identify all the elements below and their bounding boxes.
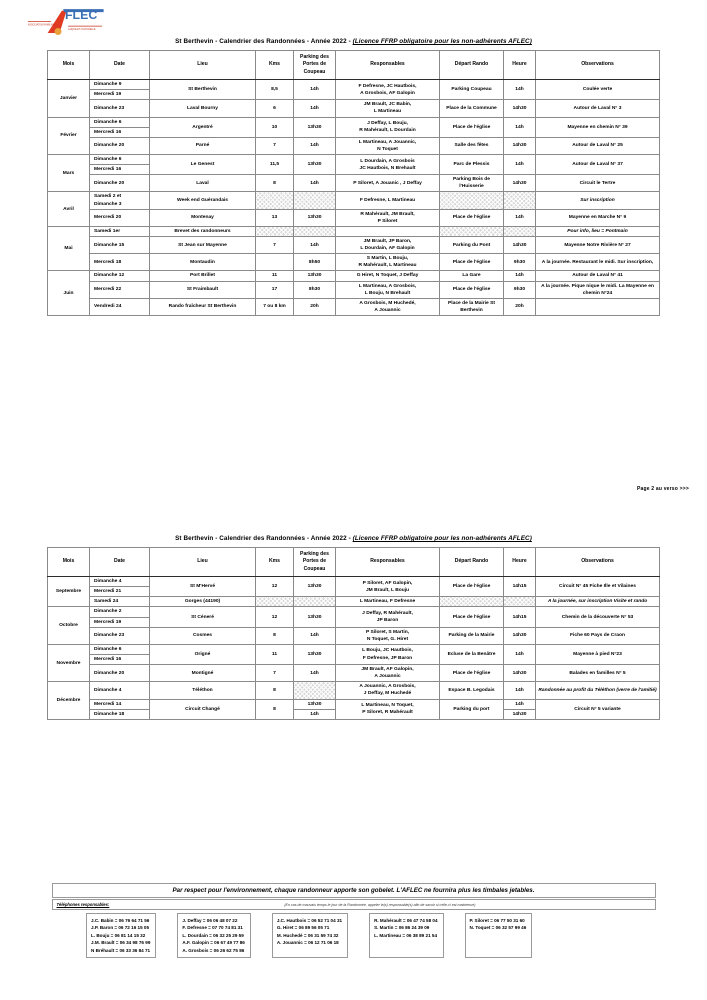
parking-cell	[294, 597, 336, 607]
depart-cell: Place de l'église	[440, 607, 504, 627]
lieu-cell: Argentré	[150, 117, 256, 137]
table-row	[48, 137, 660, 154]
col-header-8: Observations	[536, 548, 660, 577]
lieu-cell: St Fraimbault	[150, 281, 256, 298]
responsables-cell: P Siloret, A Jouanic , J Deffay	[336, 175, 440, 192]
observations-cell: A la journée. Restaurant le midi. Sur inscription,	[536, 254, 660, 271]
phone-entry: J.M. Brault = 06 34 98 76 99	[91, 940, 151, 946]
responsables-cell: L Martineau, A Jouannic, N Toquet	[336, 137, 440, 154]
date-cell: Dimanche 20	[90, 175, 150, 192]
kms-cell: 12	[256, 607, 294, 627]
heure-cell: 14h30	[504, 137, 536, 154]
depart-cell	[440, 597, 504, 607]
col-header-3: Kms	[256, 51, 294, 80]
lieu-cell: Laval	[150, 175, 256, 192]
lieu-cell: St Berthevin	[150, 80, 256, 100]
observations-cell: Coulée verte	[536, 80, 660, 100]
depart-cell: Place de l'église	[440, 254, 504, 271]
heure-cell: 14h	[504, 682, 536, 699]
date-cell: Dimanche 6	[90, 155, 150, 165]
responsables-cell: P Siloret, S Martin, N Toquet, G. Hiret	[336, 627, 440, 644]
date-cell: Mercredi 20	[90, 209, 150, 226]
calendar-table-1	[47, 50, 660, 316]
aflec-logo-svg	[26, 6, 104, 40]
heure-cell	[504, 597, 536, 607]
kms-cell: 11,5	[256, 155, 294, 175]
month-cell-octobre: Octobre	[48, 607, 90, 644]
observations-cell: Autour de Laval N° 3	[536, 100, 660, 117]
lieu-cell: Circuit Changé	[150, 699, 256, 719]
month-cell-janvier: Janvier	[48, 80, 90, 117]
parking-cell	[294, 192, 336, 209]
table-row	[48, 100, 660, 117]
heure-cell: 14h	[504, 644, 536, 664]
month-cell-septembre: Septembre	[48, 577, 90, 607]
parking-cell: 13h30	[294, 644, 336, 664]
date-cell: Mercredi 14	[90, 699, 150, 709]
observations-cell: Mayenne en chemin N° 39	[536, 117, 660, 137]
responsables-cell: L Martineau, N Toquet, P Siloret, R Mahérault	[336, 699, 440, 719]
kms-cell	[256, 254, 294, 271]
heure-cell: 14h30	[504, 665, 536, 682]
lieu-cell: St Jean sur Mayenne	[150, 236, 256, 253]
kms-cell: 11	[256, 271, 294, 281]
date-cell: Dimanche 20	[90, 665, 150, 682]
page-2-title-plain: St Berthevin - Calendrier des Randonnées - Année 2022 -	[175, 535, 353, 542]
kms-cell: 7	[256, 137, 294, 154]
responsables-cell: JM Brault, JC Babin, L Martineau	[336, 100, 440, 117]
phone-entry: L. Martineau = 06 38 89 21 54	[374, 932, 438, 938]
phone-list	[0, 913, 707, 958]
phone-entry: J.P. Baron = 06 72 16 15 05	[91, 925, 150, 931]
depart-cell: Salle des fêtes	[440, 137, 504, 154]
heure-cell: 14h30	[504, 236, 536, 253]
heure-cell: 9h30	[504, 281, 536, 298]
col-header-6: Départ Rando	[440, 548, 504, 577]
depart-cell: La Gare	[440, 271, 504, 281]
col-header-7: Heure	[504, 548, 536, 577]
observations-cell: Autour de Laval N° 25	[536, 137, 660, 154]
observations-cell: Fiche 60 Pays de Craon	[536, 627, 660, 644]
responsables-cell: R Mahérault, JM Brault, P Siloret	[336, 209, 440, 226]
date-cell: Mercredi 22	[90, 281, 150, 298]
parking-cell: 13h30	[294, 607, 336, 627]
kms-cell: 7	[256, 236, 294, 253]
kms-cell: 8	[256, 627, 294, 644]
observations-cell: Pour info, lieu = Pontmain	[536, 226, 660, 236]
month-cell-mai: Mai	[48, 226, 90, 271]
observations-cell	[536, 298, 660, 315]
observations-cell: Circuit N° 45 Fiche Ille et Vilaines	[536, 577, 660, 597]
aflec-logo	[26, 6, 104, 40]
depart-cell: Place de la Mairie St Berthevin	[440, 298, 504, 315]
date-cell: Dimanche 23	[90, 627, 150, 644]
table-row	[48, 577, 660, 587]
observations-cell: Circuit le Tertre	[536, 175, 660, 192]
observations-cell: Chemin de la découverte N° 53	[536, 607, 660, 627]
lieu-cell: Brevet des randonneurs	[150, 226, 256, 236]
lieu-cell: Gorges (44190)	[150, 597, 256, 607]
phone-column-1	[86, 913, 156, 958]
kms-cell: 7 ou 8 km	[256, 298, 294, 315]
table-row	[48, 192, 660, 209]
table-row	[48, 155, 660, 165]
date-cell: Mercredi 19	[90, 90, 150, 100]
phone-entry: L. Bouju = 06 81 14 15 32	[91, 932, 146, 938]
lieu-cell: Laval Bourny	[150, 100, 256, 117]
table-row	[48, 627, 660, 644]
phone-entry: N. Toquet = 06 32 57 99 46	[469, 925, 527, 931]
page-1-title-plain: St Berthevin - Calendrier des Randonnées - Année 2022 -	[175, 38, 353, 45]
page-2-title	[0, 535, 707, 542]
col-header-2: Lieu	[150, 51, 256, 80]
calendar-table-2	[47, 547, 660, 720]
depart-cell: Place de l'église	[440, 117, 504, 137]
table-row	[48, 699, 660, 709]
responsables-cell: S Martin, L Bouju, R Mahérault, L Martineau	[336, 254, 440, 271]
depart-cell: Place de l'église	[440, 665, 504, 682]
heure-cell	[504, 192, 536, 209]
col-header-0: Mois	[48, 51, 90, 80]
col-header-0: Mois	[48, 548, 90, 577]
heure-cell	[504, 226, 536, 236]
calendar-page-2	[0, 535, 707, 720]
observations-cell: Mayenne en Marche N° 9	[536, 209, 660, 226]
lieu-cell: Cosmes	[150, 627, 256, 644]
depart-cell: Parking Coupeau	[440, 80, 504, 100]
responsables-cell: G Hiret, N Toquet, J Deffay	[336, 271, 440, 281]
responsables-cell: A Grosbois, M Huchedé, A Jouannic	[336, 298, 440, 315]
heure-cell: 14h	[504, 699, 536, 709]
parking-cell: 13h30	[294, 155, 336, 175]
lieu-cell: Montenay	[150, 209, 256, 226]
heure-cell: 14h	[504, 271, 536, 281]
table-2-head	[48, 548, 660, 577]
date-cell: Mercredi 21	[90, 587, 150, 597]
responsables-cell	[336, 226, 440, 236]
heure-cell: 14h30	[504, 709, 536, 719]
date-cell: Dimanche 20	[90, 137, 150, 154]
month-cell-juin: Juin	[48, 271, 90, 316]
observations-cell: Autour de Laval N° 37	[536, 155, 660, 175]
telephone-banner	[52, 899, 656, 910]
depart-cell: Place de l'église	[440, 281, 504, 298]
phone-entry: J.C. Hautbois = 06 52 71 04 31	[276, 918, 343, 923]
parking-cell: 20h	[294, 298, 336, 315]
lieu-cell: Week end Guérandais	[150, 192, 256, 209]
parking-cell: 14h	[294, 175, 336, 192]
table-1-body	[48, 80, 660, 316]
kms-cell: 13	[256, 209, 294, 226]
environment-banner: Par respect pour l'environnement, chaque randonneur apporte son gobelet. L'AFLEC ne fournira plus les timbales jetables.	[52, 883, 656, 898]
parking-cell	[294, 226, 336, 236]
kms-cell: 8,5	[256, 80, 294, 100]
col-header-1: Date	[90, 51, 150, 80]
phone-entry: F. Defresne = 07 70 74 81 31	[182, 925, 243, 931]
parking-cell: 8h50	[294, 254, 336, 271]
page-2-title-licence: (Licence FFRP obligatoire pour les non-adhérents AFLEC)	[352, 535, 532, 542]
kms-cell: 6	[256, 100, 294, 117]
kms-cell	[256, 226, 294, 236]
date-cell: Samedi 24	[90, 597, 150, 607]
date-cell: Mercredi 16	[90, 127, 150, 137]
observations-cell: A la journée, sur inscription Visite et rando	[536, 597, 660, 607]
depart-cell: Parking de la Mairie	[440, 627, 504, 644]
phone-entry: S. Martin = 06 86 24 39 09	[374, 925, 430, 931]
phone-entry: M. Huchedé = 06 31 59 74 32	[276, 932, 339, 938]
lieu-cell: Montigné	[150, 665, 256, 682]
lieu-cell: St Céneré	[150, 607, 256, 627]
date-cell: Dimanche 6	[90, 644, 150, 654]
phone-entry: N Bréhault = 06 33 36 84 71	[91, 947, 151, 953]
logo-wordmark: FLEC	[65, 8, 98, 23]
kms-cell: 8	[256, 175, 294, 192]
phone-column-5	[465, 913, 533, 958]
observations-cell: Randonnée au profit du Téléthon (verre de l'amitié)	[536, 682, 660, 699]
kms-cell: 10	[256, 117, 294, 137]
kms-cell: 7	[256, 665, 294, 682]
table-2-body	[48, 577, 660, 720]
phone-column-2	[177, 913, 250, 958]
table-row	[48, 271, 660, 281]
observations-cell: Mayenne Notre Rivière N° 27	[536, 236, 660, 253]
date-cell: Dimanche 6	[90, 117, 150, 127]
kms-cell: 12	[256, 577, 294, 597]
responsables-cell: L Bouju, JC Hautbois, F Defresne, JP Baron	[336, 644, 440, 664]
date-cell: Vendredi 24	[90, 298, 150, 315]
kms-cell: 11	[256, 644, 294, 664]
table-row	[48, 226, 660, 236]
month-cell-novembre: Novembre	[48, 644, 90, 681]
logo-subtitle-right: LAIQUE ET CULTURELLE	[68, 28, 96, 31]
depart-cell: Parking Bois de l'Huisserie	[440, 175, 504, 192]
date-cell: Dimanche 15	[90, 236, 150, 253]
responsables-cell: A Jouannic, A Grosbois, J Deffay, M Huchedé	[336, 682, 440, 699]
page-verso-note: Page 2 au verso >>>	[636, 486, 689, 492]
depart-cell: Place de l'église	[440, 209, 504, 226]
lieu-cell: Montaudin	[150, 254, 256, 271]
parking-cell: 13h30	[294, 699, 336, 709]
col-header-5: Responsables	[336, 548, 440, 577]
heure-cell: 14h	[504, 80, 536, 100]
col-header-5: Responsables	[336, 51, 440, 80]
footer	[0, 883, 707, 910]
month-cell-avril: Avril	[48, 192, 90, 226]
table-row	[48, 209, 660, 226]
parking-cell: 14h	[294, 100, 336, 117]
col-header-4: Parking des Portes de Coupeau	[294, 51, 336, 80]
page-1-title	[0, 38, 707, 45]
month-cell-février: Février	[48, 117, 90, 154]
date-cell: Dimanche 12	[90, 271, 150, 281]
parking-cell	[294, 682, 336, 699]
parking-cell: 13h30	[294, 117, 336, 137]
table-header-row	[48, 548, 660, 577]
kms-cell: 8	[256, 699, 294, 719]
observations-cell: Sur inscription	[536, 192, 660, 209]
lieu-cell: Origné	[150, 644, 256, 664]
parking-cell: 14h	[294, 137, 336, 154]
col-header-7: Heure	[504, 51, 536, 80]
date-cell: Dimanche 9	[90, 80, 150, 90]
heure-cell: 14h15	[504, 607, 536, 627]
phone-entry: A. Grosbois = 06 26 62 75 86	[182, 947, 245, 953]
date-cell: Mercredi 18	[90, 254, 150, 271]
kms-cell	[256, 192, 294, 209]
depart-cell: Espace B. Legodais	[440, 682, 504, 699]
depart-cell: Place de l'église	[440, 577, 504, 597]
parking-cell: 14h	[294, 627, 336, 644]
telephone-label: Téléphones responsables:	[56, 902, 110, 907]
heure-cell: 20h	[504, 298, 536, 315]
observations-cell: Autour de Laval N° 41	[536, 271, 660, 281]
responsables-cell: JM Brault, JP Baron, L Dourdain, AF Galopin	[336, 236, 440, 253]
heure-cell: 14h30	[504, 627, 536, 644]
table-row	[48, 682, 660, 699]
table-row	[48, 644, 660, 654]
date-cell: Samedi 1er	[90, 226, 150, 236]
table-row	[48, 281, 660, 298]
responsables-cell: J Deffay, R Mahérault, JP Baron	[336, 607, 440, 627]
observations-cell: Mayenne à pied N°23	[536, 644, 660, 664]
depart-cell	[440, 192, 504, 209]
table-row	[48, 597, 660, 607]
responsables-cell: L Martineau, F Defresne	[336, 597, 440, 607]
calendar-page-1	[0, 38, 707, 316]
responsables-cell: P Siloret, AF Galopin, JM Brault, L Bouju	[336, 577, 440, 597]
col-header-8: Observations	[536, 51, 660, 80]
depart-cell: Place de la Commune	[440, 100, 504, 117]
depart-cell: Ecluse de la Benâtre	[440, 644, 504, 664]
telephone-note: (En cas de mauvais temps le jour de la Randonnée, appeler le(s) responsable(s) afin de savoir si celle-ci est maintenue)	[284, 902, 476, 907]
phone-entry: J.C. Babin = 06 76 64 71 56	[91, 918, 150, 923]
phone-entry: G. Hiret = 06 89 56 05 71	[276, 925, 330, 931]
date-cell: Mercredi 16	[90, 655, 150, 665]
month-cell-décembre: Décembre	[48, 682, 90, 719]
table-row	[48, 117, 660, 127]
date-cell: Dimanche 4	[90, 682, 150, 699]
date-cell: Dimanche 4	[90, 577, 150, 587]
date-cell: Dimanche 23	[90, 100, 150, 117]
lieu-cell: Le Genest	[150, 155, 256, 175]
phone-entry: R. Mahérault = 06 47 74 58 04	[374, 918, 438, 923]
lieu-cell: Parné	[150, 137, 256, 154]
month-cell-mars: Mars	[48, 155, 90, 192]
col-header-3: Kms	[256, 548, 294, 577]
col-header-4: Parking des Portes de Coupeau	[294, 548, 336, 577]
lieu-cell: St M'Hervé	[150, 577, 256, 597]
parking-cell: 13h30	[294, 271, 336, 281]
observations-cell: A la journée. Pique nique le midi. La Mayenne en chemin N°24	[536, 281, 660, 298]
parking-cell: 14h	[294, 236, 336, 253]
responsables-cell: JM Brault, AF Galopin, A Jouannic	[336, 665, 440, 682]
responsables-cell: F Defresne, L Martineau	[336, 192, 440, 209]
col-header-6: Départ Rando	[440, 51, 504, 80]
observations-cell: Circuit N° 5 variante	[536, 699, 660, 719]
heure-cell: 14h	[504, 155, 536, 175]
table-row	[48, 236, 660, 253]
phone-entry: P. Siloret = 06 77 50 31 60	[469, 918, 525, 923]
responsables-cell: J Deffay, L Bouju, R Mahérault, L Dourdain	[336, 117, 440, 137]
responsables-cell: L Martineau, A Grosbois, L Bouju, N Brehault	[336, 281, 440, 298]
heure-cell: 9h30	[504, 254, 536, 271]
depart-cell	[440, 226, 504, 236]
date-cell: Dimanche 18	[90, 709, 150, 719]
table-row	[48, 665, 660, 682]
kms-cell: 17	[256, 281, 294, 298]
date-cell: Mercredi 16	[90, 165, 150, 175]
col-header-1: Date	[90, 548, 150, 577]
table-row	[48, 80, 660, 90]
logo-subtitle-left: ASSOCIATION FAMILIALE	[27, 24, 56, 27]
phone-column-4	[369, 913, 443, 958]
date-cell: Dimanche 2	[90, 607, 150, 617]
heure-cell: 14h30	[504, 100, 536, 117]
kms-cell	[256, 597, 294, 607]
parking-cell: 14h	[294, 80, 336, 100]
depart-cell: Parking du port	[440, 699, 504, 719]
lieu-cell: Téléthon	[150, 682, 256, 699]
kms-cell: 8	[256, 682, 294, 699]
heure-cell: 14h15	[504, 577, 536, 597]
parking-cell: 8h30	[294, 281, 336, 298]
phone-entry: A. Jouannic = 06 12 71 06 18	[276, 940, 339, 946]
phone-entry: J. Deffay = 06 06 48 07 22	[182, 918, 238, 923]
phone-column-3	[272, 913, 348, 958]
date-cell: Samedi 2 et Dimanche 3	[90, 192, 150, 209]
col-header-2: Lieu	[150, 548, 256, 577]
heure-cell: 14h	[504, 209, 536, 226]
date-cell: Mercredi 19	[90, 617, 150, 627]
responsables-cell: L Dourdain, A Grosbois JC Hautbois, N Brehault	[336, 155, 440, 175]
logo-dot	[55, 28, 62, 35]
heure-cell: 14h	[504, 117, 536, 137]
table-row	[48, 607, 660, 617]
responsables-cell: F Defresne, JC Hautbois, A Grosbois, AF Galopin	[336, 80, 440, 100]
phone-entry: L. Dourdain = 06 32 25 29 59	[182, 932, 244, 938]
depart-cell: Parking du Pont	[440, 236, 504, 253]
page-1-title-licence: (Licence FFRP obligatoire pour les non-adhérents AFLEC)	[352, 38, 532, 45]
parking-cell: 13h30	[294, 209, 336, 226]
table-1-head	[48, 51, 660, 80]
table-row	[48, 254, 660, 271]
heure-cell: 14h30	[504, 175, 536, 192]
parking-cell: 14h	[294, 665, 336, 682]
lieu-cell: Port Brillet	[150, 271, 256, 281]
parking-cell: 14h	[294, 709, 336, 719]
depart-cell: Parc de Plessis	[440, 155, 504, 175]
phone-entry: A.F. Galopin = 06 67 49 77 86	[182, 940, 245, 946]
table-row	[48, 298, 660, 315]
observations-cell: Balades en familles N° 5	[536, 665, 660, 682]
parking-cell: 13h30	[294, 577, 336, 597]
table-row	[48, 175, 660, 192]
lieu-cell: Rando fraîcheur St Berthevin	[150, 298, 256, 315]
table-header-row	[48, 51, 660, 80]
